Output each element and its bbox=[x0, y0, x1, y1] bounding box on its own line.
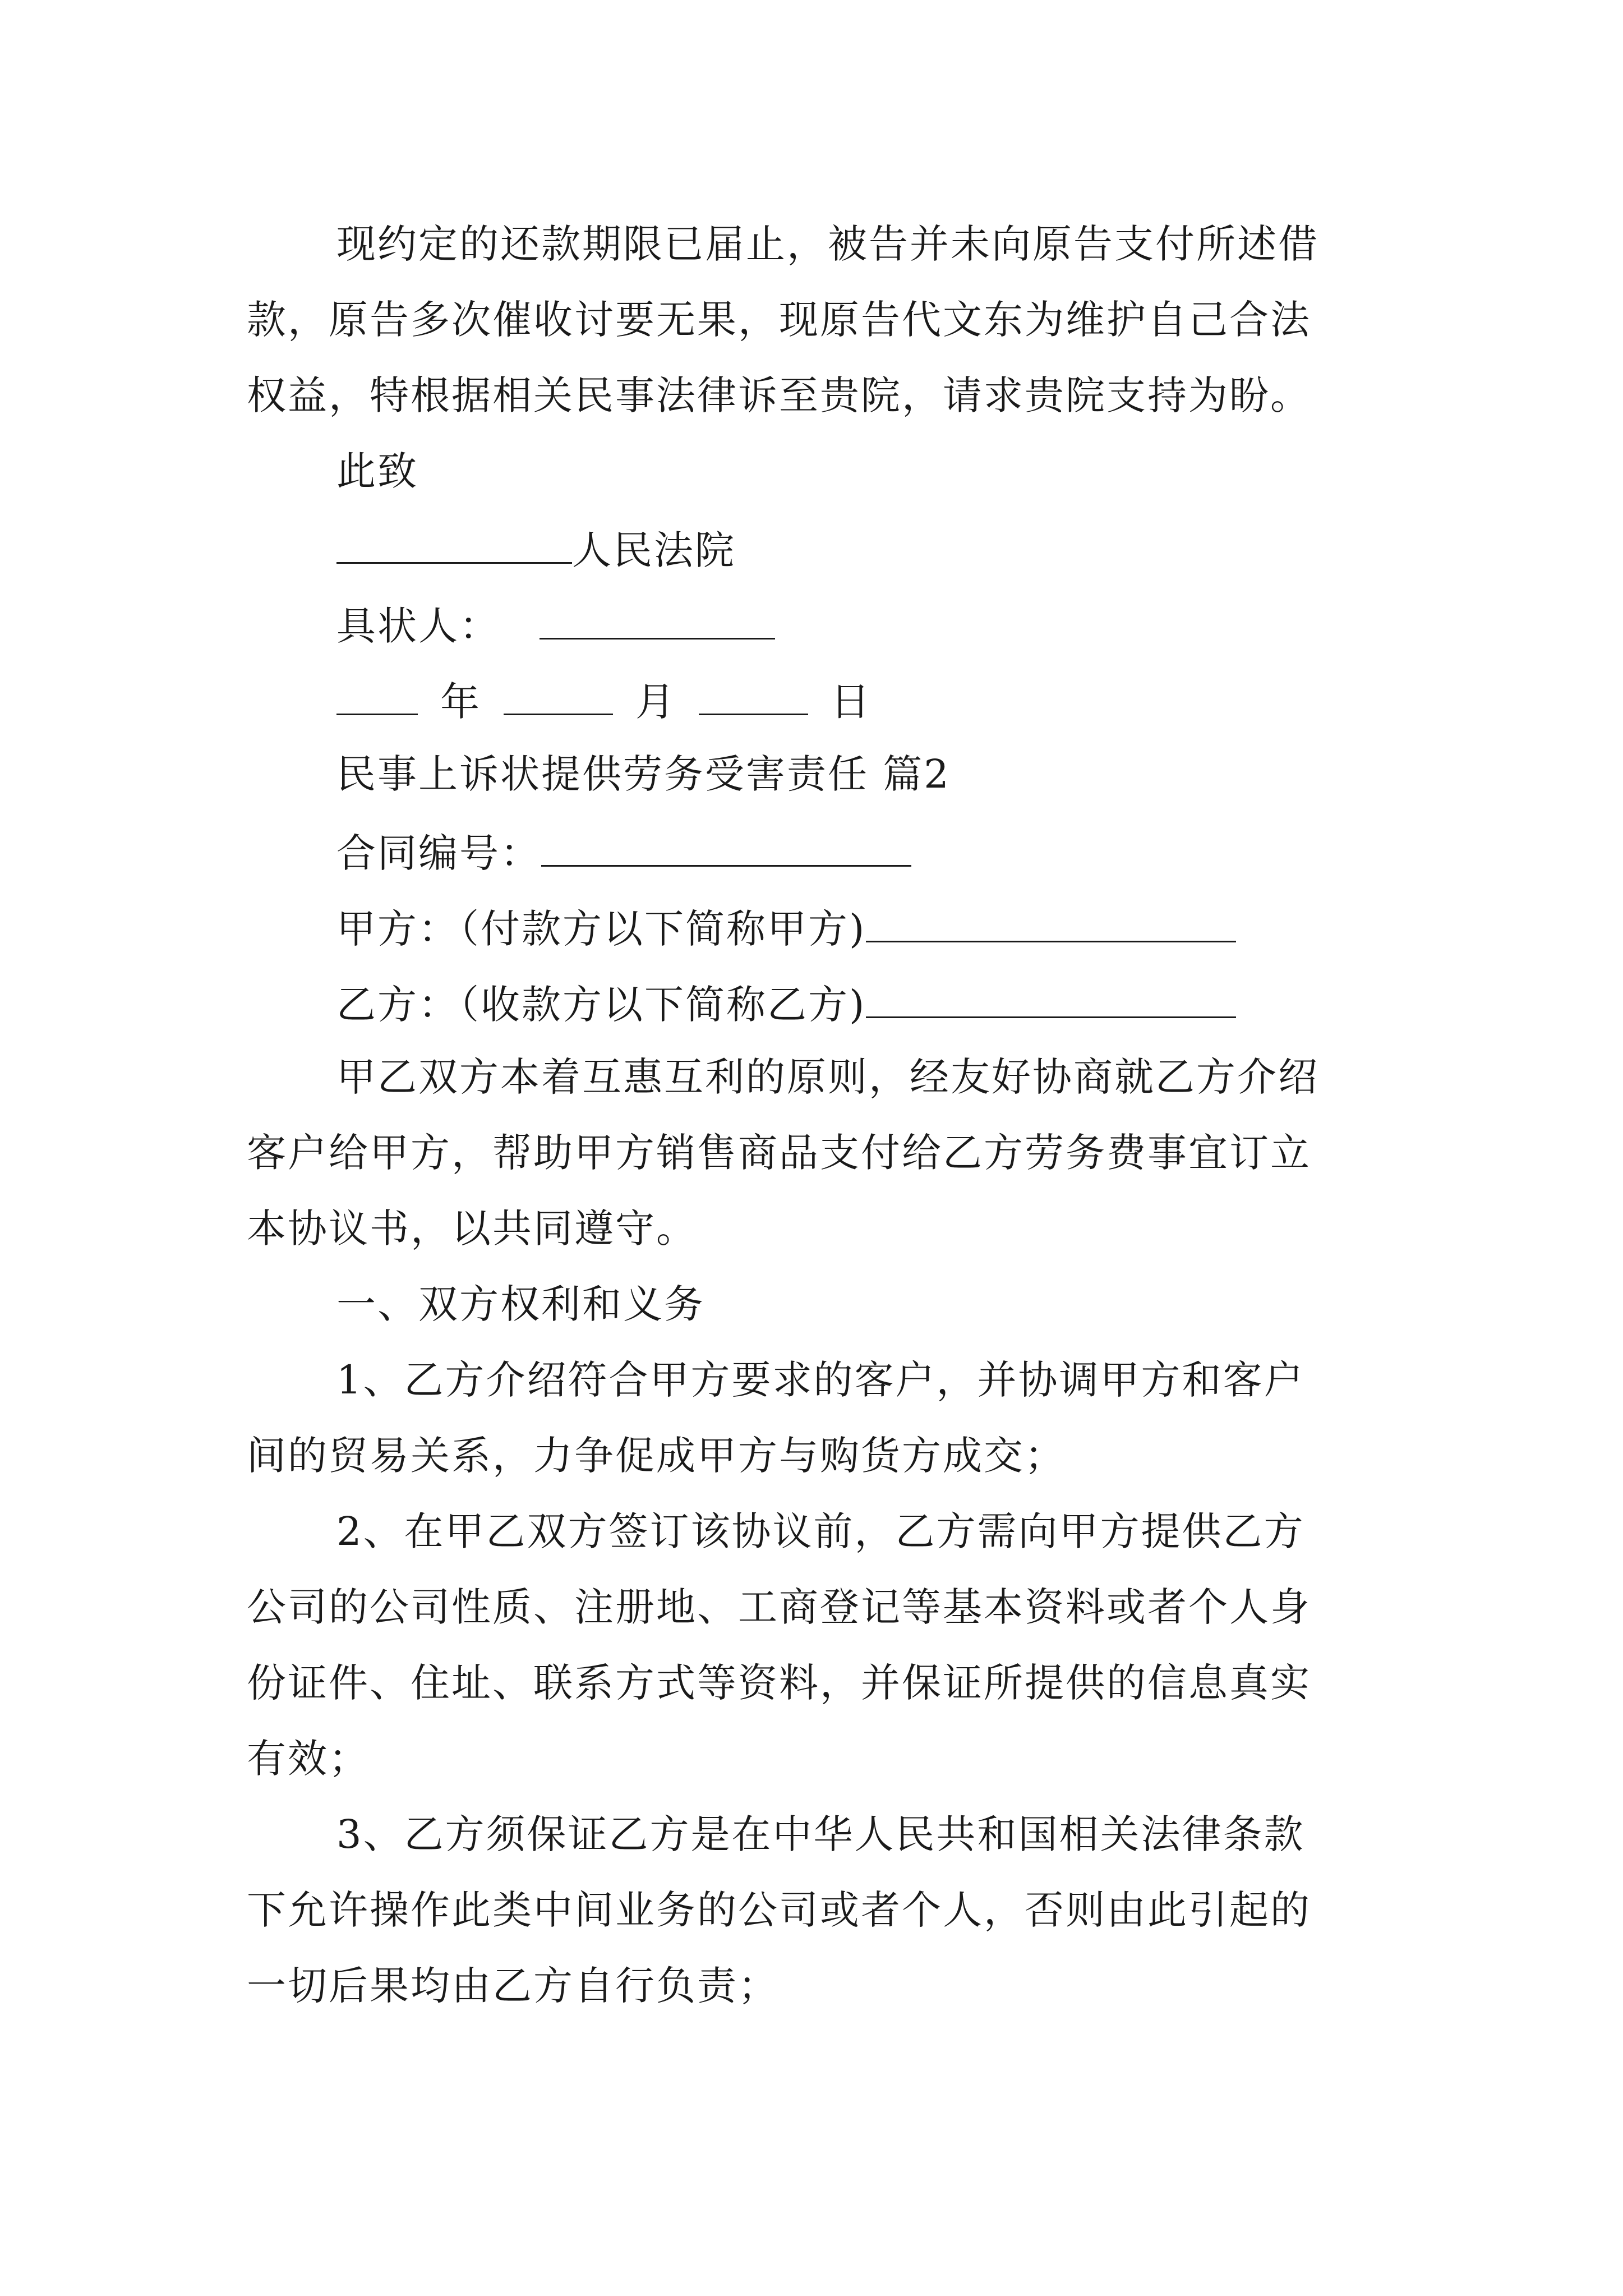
date-line bbox=[336, 679, 872, 725]
para2-line2: 客户给甲方，帮助甲方销售商品支付给乙方劳务费事宜订立 bbox=[247, 1130, 1311, 1176]
court-line bbox=[336, 527, 736, 573]
day-blank bbox=[699, 679, 808, 715]
para2-line1: 甲乙双方本着互惠互利的原则，经友好协商就乙方介绍 bbox=[336, 1054, 1319, 1100]
party-b-line bbox=[336, 982, 1236, 1028]
item3-line2: 下允许操作此类中间业务的公司或者个人，否则由此引起的 bbox=[247, 1887, 1311, 1933]
plaintiff-line bbox=[336, 603, 775, 649]
year-label: 年 bbox=[440, 679, 481, 725]
day-label: 日 bbox=[831, 679, 872, 725]
contract-number-line bbox=[336, 830, 911, 876]
court-name-blank bbox=[336, 527, 572, 564]
item2-line3: 份证件、住址、联系方式等资料，并保证所提供的信息真实 bbox=[247, 1660, 1311, 1706]
year-blank bbox=[336, 679, 418, 715]
party-a-label: 甲方：（付款方以下简称甲方) bbox=[336, 906, 866, 952]
para1-line2: 款，原告多次催收讨要无果，现原告代文东为维护自己合法 bbox=[247, 297, 1311, 343]
item2-line2: 公司的公司性质、注册地、工商登记等基本资料或者个人身 bbox=[247, 1584, 1311, 1630]
contract-number-blank bbox=[541, 830, 911, 867]
closing-salutation: 此致 bbox=[336, 448, 418, 494]
party-b-label: 乙方：（收款方以下简称乙方) bbox=[336, 982, 866, 1028]
party-b-blank bbox=[866, 982, 1236, 1018]
court-suffix: 人民法院 bbox=[572, 527, 736, 573]
para2-line3: 本协议书，以共同遵守。 bbox=[247, 1205, 697, 1251]
item1-line1: 1、乙方介绍符合甲方要求的客户，并协调甲方和客户 bbox=[336, 1357, 1305, 1403]
item2-line1: 2、在甲乙双方签订该协议前，乙方需向甲方提供乙方 bbox=[336, 1508, 1305, 1554]
party-a-line bbox=[336, 906, 1236, 952]
heading-rights-obligations: 一、双方权利和义务 bbox=[336, 1281, 705, 1327]
item3-line3: 一切后果均由乙方自行负责； bbox=[247, 1963, 779, 2009]
para1-line1: 现约定的还款期限已届止，被告并未向原告支付所述借 bbox=[336, 221, 1319, 267]
item1-line2: 间的贸易关系，力争促成甲方与购货方成交； bbox=[247, 1433, 1066, 1479]
section-title: 民事上诉状提供劳务受害责任 篇2 bbox=[336, 751, 951, 797]
month-blank bbox=[504, 679, 613, 715]
item2-line4: 有效； bbox=[247, 1736, 370, 1782]
party-a-blank bbox=[866, 906, 1236, 942]
plaintiff-label: 具状人： bbox=[336, 603, 500, 649]
plaintiff-blank bbox=[540, 603, 775, 639]
item3-line1: 3、乙方须保证乙方是在中华人民共和国相关法律条款 bbox=[336, 1811, 1305, 1857]
month-label: 月 bbox=[635, 679, 676, 725]
para1-line3: 权益，特根据相关民事法律诉至贵院，请求贵院支持为盼。 bbox=[247, 372, 1311, 418]
contract-number-label: 合同编号： bbox=[336, 830, 541, 876]
